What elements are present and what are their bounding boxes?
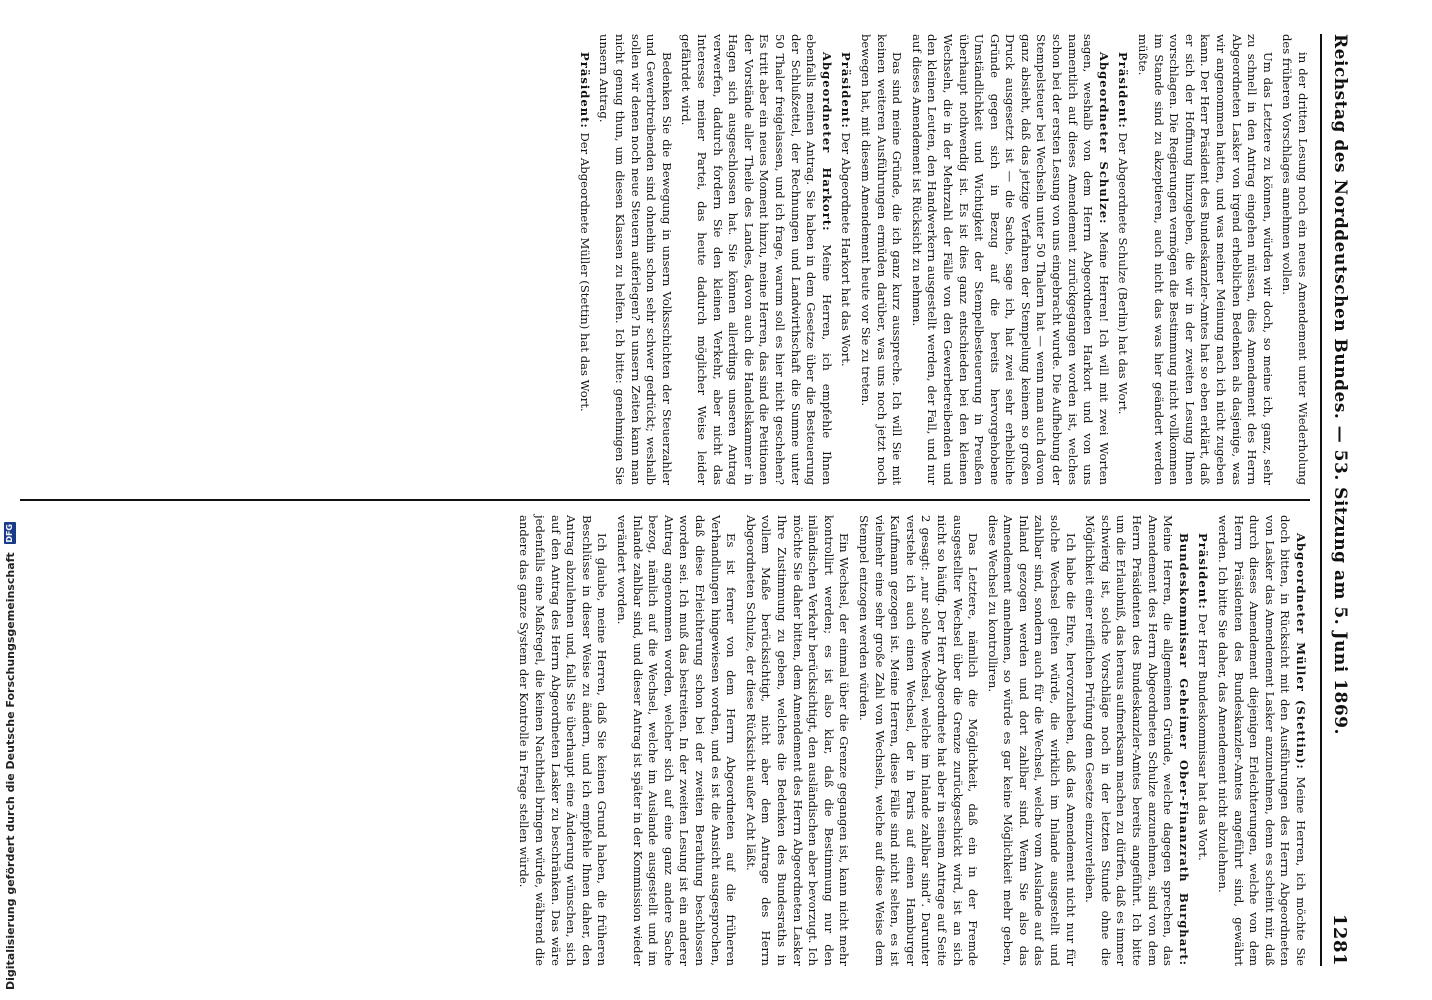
paragraph: Ein Wechsel, der einmal über die Grenze gegangen ist, kann nicht mehr kontrollirt werden; es ist also klar, daß die Bestimmung nur den inländischen Verkehr berücksichtigt, den ausländischen aber bevorzugt. Ich möchte Sie daher bitten, dem Amendement des Herrn Abgeordneten Lasker Ihre Zustimmung zu geben, welches die Bedenken des Bundesraths in vollem Maße berücksichtigt, nicht aber dem Antrage des Herrn Abgeordneten Schulze, der diese Rücksicht außer Acht läßt.: [743, 515, 852, 966]
left-column: [20, 34, 1310, 499]
speaker-label: Präsident:: [577, 52, 592, 129]
speech-entry: [1214, 515, 1308, 966]
page-number: 1281: [1329, 913, 1350, 966]
paragraph: in der dritten Lesung noch ein neues Amendement unter Wiederholung des früheren Vorschlages annehmen wollen.: [1280, 34, 1310, 485]
speech-text: Der Abgeordnete Schulze (Berlin) hat das Wort.: [1116, 132, 1131, 415]
text-columns: [20, 34, 1310, 966]
speaker-label: Präsident:: [839, 52, 854, 129]
speech-entry: [1082, 515, 1191, 966]
right-column: [20, 501, 1310, 966]
paragraph: Das Letztere, nämlich die Möglichkeit, daß ein in der Fremde ausgestellter Wechsel über die Grenze zurückgeschickt wird, ist an sich nicht so häufig. Der Herr Abgeordnete hat aber in seinem Antrage auf Seite 2 gesagt: „nur solche Wechsel, welche im Inlande zahlbar sind“. Darunter verstehe ich auch einen Wechsel, der in Paris auf einen Hamburger Kaufmann gezogen ist. Meine Herren, diese Fälle sind nicht selten, es ist vielmehr eine sehr große Zahl von Wechseln, welche auf diese Weise dem Stempel entzogen werden würden.: [856, 515, 981, 966]
speaker-label: Bundeskommissar Geheimer Ober-Finanzrath Burghart:: [1176, 533, 1191, 966]
paragraph: Ich glaube, meine Herren, daß Sie keinen Grund haben, die früheren Beschlüsse in dieser Weise zu ändern, und ich empfehle Ihnen daher, den Antrag abzulehnen und, falls Sie überhaupt eine Änderung wünschen, sich auf den Antrag des Herrn Abgeordneten Lasker zu beschränken. Das wäre jedenfalls eine Maßregel, die keinen Nachtheil bringen würde, während die andere das ganze System der Kontrolle in Frage stellen würde.: [517, 515, 610, 966]
paragraph: Das sind meine Gründe, die ich ganz kurz ausspreche. Ich will Sie mit keinen weiteren Ausführungen ermüden darüber, was uns noch jetzt noch bewegen hat, mit diesem Amendement heute vor Sie zu treten.: [858, 34, 905, 485]
page-header: [1320, 34, 1356, 966]
speech-entry: [838, 34, 854, 485]
speaker-label: Abgeordneter Müller (Stettin):: [1294, 533, 1308, 770]
speaker-label: Abgeordneter Schulze:: [1096, 52, 1111, 225]
speech-text: Meine Herren, ich empfehle Ihnen ebenfalls meinen Antrag. Sie haben in dem Gesetze über die Besteuerung der Schlußzettel, der Rechnungen und Landwirthschaft die Summe unter 50 Thaler freigelassen, und ich frage, warum soll es hier nicht geschehen? Es tritt aber ein neues Moment hinzu, meine Herren, das sind die Petitionen der Vorstände aller Theile des Landes, davon auch die Handelskammer in Hagen sich ausgeschlossen hat. Sie können allerdings unseren Antrag verwerfen, dadurch fordern Sie den kleinen Verkehr, aber nicht das Interesse meiner Partei, das heute dadurch möglicher Weise leider gefährdet wird.: [679, 34, 834, 485]
speech-text: Meine Herren, ich möchte Sie doch bitten, in Rücksicht mit den Ausführungen des Herrn Abgeordneten von Lasker das Amendement Lasker anzunehmen, denn es scheint mir, daß durch dieses Amendement diejenigen Erleichterungen, welche von dem Herrn Präsidenten des Bundeskanzler-Amtes angeführt sind, gewährt werden. Ich bitte Sie daher, das Amendement nicht abzulehnen.: [1216, 515, 1308, 966]
dfg-logo: DFG: [5, 524, 14, 543]
speech-text: Der Abgeordnete Müller (Stettin) hat das Wort.: [577, 132, 592, 412]
speech-entry: [1195, 515, 1211, 966]
speech-entry: [908, 34, 1111, 485]
paragraph: Bedenken Sie die Bewegung in unsern Volksschichten der Steuerzahler und Gewerbtreibenden sind ohnehin schon sehr schwer gedrückt; weshalb sollen wir denen noch neue Steuern auferlegen? In unsern Zeiten kann man nicht genug thun, um diesen Klassen zu helfen. Ich bitte: genehmigen Sie unsern Antrag.: [597, 34, 674, 485]
speech-entry: [576, 34, 592, 485]
speech-text: Der Abgeordnete Harkort hat das Wort.: [839, 132, 854, 367]
speech-entry: [1115, 34, 1131, 485]
speech-text: Meine Herren, die allgemeinen Gründe, welche dagegen sprechen, das Amendement des Herrn Abgeordneten Schulze anzunehmen, sind von dem Herrn Präsidenten des Bundeskanzler-Amtes bereits angeführt. Ich bitte um die Erlaubniß, das heraus aufmerksam machen zu dürfen, daß es immer schwierig ist, solche Vorschläge noch in der letzten Stunde ohne die Möglichkeit einer reiflichen Prüfung dem Gesetze einzuverleiben.: [1083, 515, 1176, 966]
speaker-label: Präsident:: [1196, 533, 1211, 610]
speaker-label: Präsident:: [1116, 52, 1131, 129]
running-title: Reichstag des Norddeutschen Bundes. — 53. Sitzung am 5. Juni 1869.: [1330, 34, 1350, 735]
paragraph: Ich habe die Ehre, hervorzuheben, daß das Amendement nicht nur für solche Wechsel gelten würde, die wirklich im Inlande ausgestellt und zahlbar sind, sondern auch für die Wechsel, welche vom Auslande auf das Inland gezogen werden und dort zahlbar sind. Wenn Sie also das Amendement annehmen, so würde es gar keine Möglichkeit mehr geben, diese Wechsel zu kontrolliren.: [985, 515, 1078, 966]
digitization-credit: [2, 0, 18, 1000]
credit-text: Digitalisierung gefördert durch die Deutsche Forschungsgemeinschaft: [3, 552, 17, 990]
speaker-label: Abgeordneter Harkort:: [819, 52, 834, 232]
speech-text: Meine Herren! Ich will mit zwei Worten sagen, weshalb von dem Herrn Abgeordneten Harkort und von uns namentlich auf dieses Amendement zurückgegangen worden ist, welches schon bei der ersten Lesung von uns eingebracht wurde. Die Aufhebung der Stempelsteuer bei Wechseln unter 50 Thalern hat — wenn man auch davon ganz absieht, daß das jetzige Verfahren der Stempelung keinem so großen Druck ausgesetzt ist — die Sache, sage ich, hat zwei sehr erhebliche Gründe gegen sich in Bezug auf die bereits hervorgehobene Umständlichkeit und Wichtigkeit der Stempelbesteuerung in Preußen überhaupt nothwendig ist. Es ist dies ganz entschieden bei den kleinen Wechseln, die in der Mehrzahl der Fälle von den Gewerbetreibenden und den kleinen Leuten, den Handwerkern ausgestellt werden, der Fall, und nur auf dieses Amendement ist Rücksicht zu nehmen.: [909, 34, 1111, 485]
paragraph: Um das Letztere zu können, würden wir doch, so meine ich, ganz, sehr zu schnell in den Antrag eingehen müssen, dies Amendement des Herrn Abgeordneten Lasker von irgend erheblichen Bedenken als dasjenige, was wir angenommen hatten, und was meiner Meinung nach ich nicht zugeben kann. Der Herr Präsident des Bundeskanzler-Amtes hat so eben erklärt, daß er sich der Hoffnung hinzugeben, die wir in der zweiten Lesung Ihnen vorschlagen. Die Regierungen vermögen die Bestimmung nicht vollkommen im Stande sind zu akzeptieren, auch nicht das was hier geändert werden müßte.: [1136, 34, 1275, 485]
speech-entry: [678, 34, 834, 485]
paragraph: Es ist ferner von dem Herrn Abgeordneten auf die früheren Verhandlungen hingewiesen worden, und es ist die Ansicht ausgesprochen, daß diese Erleichterung schon bei der zweiten Berathung beschlossen worden sei. Ich muß das bestreiten. In der zweiten Lesung ist ein anderer Antrag angenommen worden, welcher sich auf eine ganz andere Sache bezog, nämlich auf die Wechsel, welche im Auslande ausgestellt und im Inlande zahlbar sind, und dieser Antrag ist später in der Kommission wieder verändert worden.: [615, 515, 739, 966]
speech-text: Der Herr Bundeskommissar hat das Wort.: [1196, 613, 1211, 861]
